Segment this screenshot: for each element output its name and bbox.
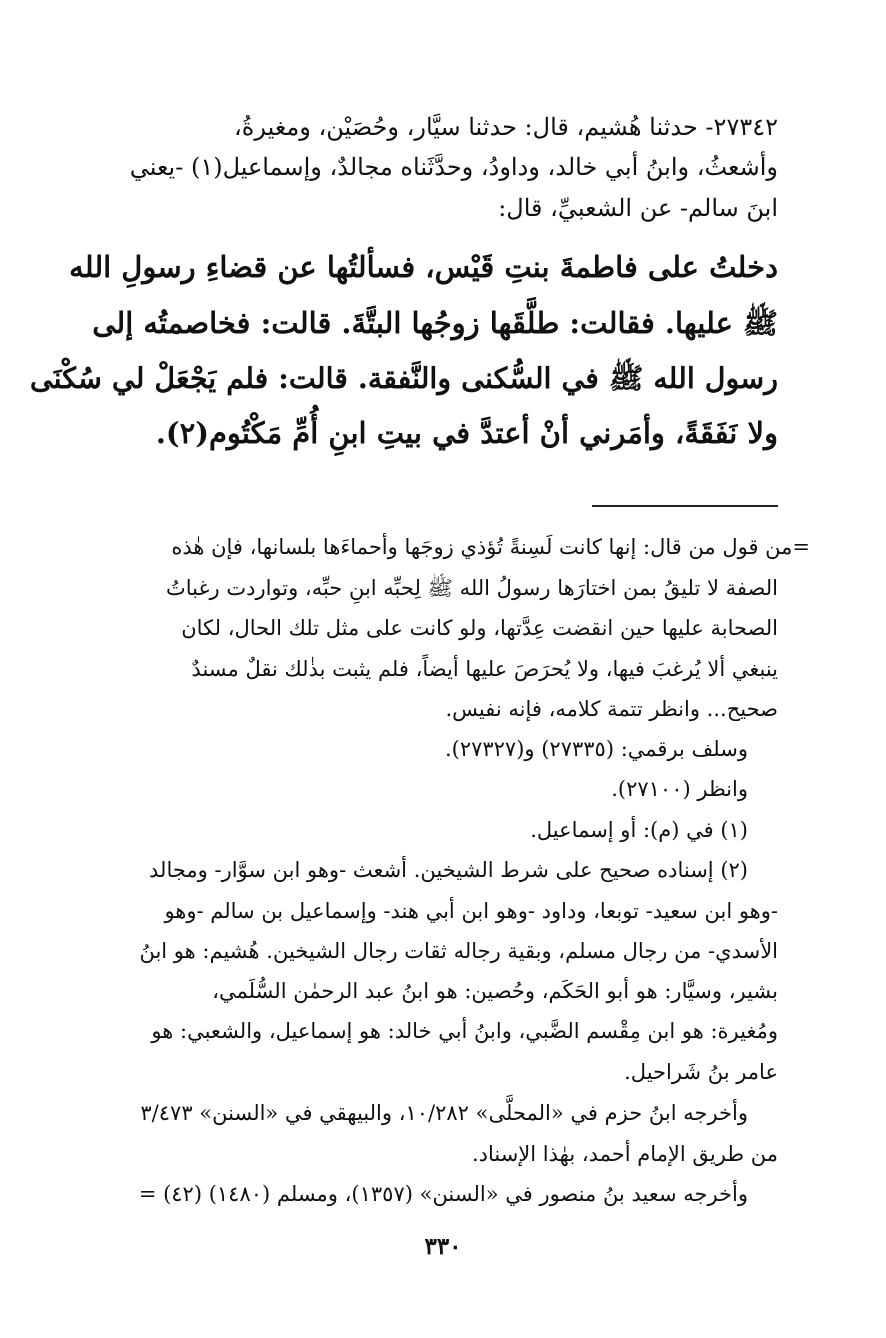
isnad-line: وأشعثُ، وابنُ أبي خالد، وداودُ، وحدَّثَناه مجالدٌ، وإسماعيل(١) -يعني — [129, 153, 778, 181]
matn-line: ولا نَفَقَةً، وأمَرني أنْ أعتدَّ في بيتِ ابنِ أُمِّ مَكْتُوم(٢). — [155, 416, 778, 450]
footnote-line: عامر بنُ شَراحيل. — [624, 1060, 778, 1084]
footnote-line: من طريق الإمام أحمد، بهٰذا الإسناد. — [471, 1142, 778, 1166]
footnote-line: =من قول من قال: إنها كانت لَسِنةً تُؤذي زوجَها وأحماءَها بلسانها، فإن هٰذه — [171, 535, 810, 559]
footnote-line: صحيح... وانظر تتمة كلامه، فإنه نفيس. — [445, 697, 778, 721]
footnote-line: (١) في (م): أو إسماعيل. — [530, 818, 748, 842]
page-number: ٣٣٠ — [424, 1233, 462, 1260]
footnote-line: وأخرجه ابنُ حزم في «المحلَّى» ١٠/٢٨٢، والبيهقي في «السنن» ٣/٤٧٣ — [140, 1101, 748, 1125]
footnote-line: ينبغي ألا يُرغبَ فيها، ولا يُحرَصَ عليها أيضاً، فلم يثبت بذٰلك نقلٌ مسندٌ — [191, 657, 778, 681]
footnote-separator — [592, 505, 778, 507]
isnad-line: ابنَ سالم- عن الشعبيِّ، قال: — [498, 194, 778, 222]
footnote-line: (٢) إسناده صحيح على شرط الشيخين. أشعث -وهو ابن سوَّار- ومجالد — [149, 858, 748, 882]
isnad-line: ٢٧٣٤٢- حدثنا هُشيم، قال: حدثنا سيَّار، وحُصَيْن، ومغيرةُ، — [234, 113, 778, 141]
matn-line: رسول الله ﷺ في السُّكنى والنَّفقة. قالت: فلم يَجْعَلْ لي سُكْنَى — [29, 361, 778, 395]
footnote-line: -وهو ابن سعيد- توبعا، وداود -وهو ابن أبي هند- وإسماعيل بن سالم -وهو — [164, 899, 778, 923]
matn-line: ﷺ عليها. فقالت: طلَّقَها زوجُها البتَّةَ. قالت: فخاصمتُه إلى — [92, 306, 778, 340]
matn-line: دخلتُ على فاطمةَ بنتِ قَيْس، فسألتُها عن قضاءِ رسولِ الله — [69, 250, 778, 284]
footnote-line: الصحابة عليها حين انقضت عِدَّتها، ولو كانت على مثل تلك الحال، لكان — [181, 616, 778, 640]
footnote-line: الأسدي- من رجال مسلم، وبقية رجاله ثقات رجال الشيخين. هُشيم: هو ابنُ — [139, 939, 778, 963]
footnote-line: الصفة لا تليقُ بمن اختارَها رسولُ الله ﷺ لِحبِّه ابنِ حبِّه، وتواردت رغباتُ — [166, 576, 778, 600]
footnote-line: بشير، وسيَّار: هو أبو الحَكَم، وحُصين: هو ابنُ عبد الرحمٰن السُّلَمي، — [212, 979, 778, 1003]
footnote-line: وسلف برقمي: (٢٧٣٣٥) و(٢٧٣٢٧). — [444, 737, 748, 761]
footnote-line: وانظر (٢٧١٠٠). — [611, 777, 748, 801]
footnote-line: وأخرجه سعيد بنُ منصور في «السنن» (١٣٥٧)، ومسلم (١٤٨٠) (٤٢) = — [138, 1182, 748, 1206]
footnote-line: ومُغيرة: هو ابن مِقْسم الضَّبي، وابنُ أبي خالد: هو إسماعيل، والشعبي: هو — [151, 1019, 778, 1043]
